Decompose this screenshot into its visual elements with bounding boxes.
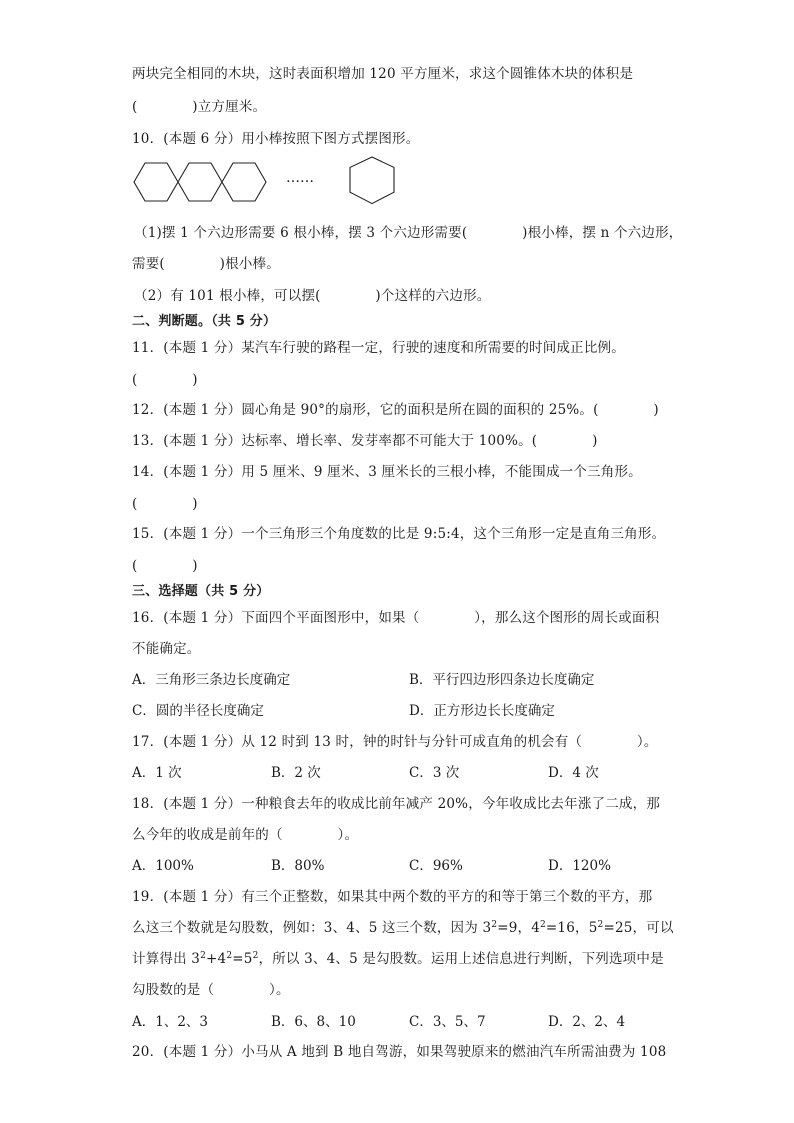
question-19-option-c: C．3、5、7 bbox=[409, 1014, 486, 1030]
q9-continuation-line-2: ( )立方厘米。 bbox=[132, 99, 267, 115]
q9-continuation-line-1: 两块完全相同的木块，这时表面积增加 120 平方厘米，求这个圆锥体木块的体积是 bbox=[132, 66, 634, 82]
question-11-answer-blank: ( ) bbox=[132, 372, 198, 388]
section-3-heading: 三、选择题（共 5 分） bbox=[132, 584, 270, 599]
question-17-option-b: B．2 次 bbox=[271, 765, 321, 781]
question-12: 12．(本题 1 分）圆心角是 90°的扇形，它的面积是所在圆的面积的 25%。( ) bbox=[132, 402, 659, 418]
ellipsis: …… bbox=[286, 170, 314, 186]
question-19-option-d: D．2、2、4 bbox=[548, 1014, 626, 1030]
question-16-option-a: A．三角形三条边长度确定 bbox=[132, 672, 291, 688]
question-18-option-d: D．120% bbox=[548, 858, 611, 874]
question-17: 17．(本题 1 分）从 12 时到 13 时，钟的时针与分针可成直角的机会有（ ）。 bbox=[132, 734, 658, 750]
question-16-option-c: C．圆的半径长度确定 bbox=[132, 703, 264, 719]
question-19-line-2: 么这三个数就是勾股数，例如：3、4、5 这三个数，因为 $3^2=9$，$4^2=16$，$5^2=25$，可以 bbox=[132, 920, 674, 936]
hexagon-3 bbox=[222, 163, 266, 201]
question-17-option-d: D．4 次 bbox=[548, 765, 599, 781]
question-10: 10．(本题 6 分）用小棒按照下图方式摆图形。 bbox=[132, 131, 420, 147]
question-19-option-a: A．1、2、3 bbox=[132, 1014, 209, 1030]
question-18-option-c: C．96% bbox=[409, 858, 463, 874]
question-19-line-1: 19．(本题 1 分）有三个正整数，如果其中两个数的平方的和等于第三个数的平方，那 bbox=[132, 889, 653, 905]
question-13: 13．(本题 1 分）达标率、增长率、发芽率都不可能大于 100%。( ) bbox=[132, 433, 598, 449]
hexagon-figure bbox=[132, 152, 402, 212]
question-18-line-2: 么今年的收成是前年的（ ）。 bbox=[132, 827, 359, 843]
question-10-part-2: （2）有 101 根小棒，可以摆( )个这样的六边形。 bbox=[134, 288, 491, 304]
question-10-part-1-line-1: （1)摆 1 个六边形需要 6 根小棒，摆 3 个六边形需要( )根小棒，摆 n 个六边形， bbox=[134, 225, 683, 241]
section-2-heading: 二、判断题。（共 5 分） bbox=[132, 314, 277, 329]
question-18-option-a: A．100% bbox=[132, 858, 194, 874]
question-15: 15．(本题 1 分）一个三角形三个角度数的比是 9:5:4，这个三角形一定是直角三角形。 bbox=[132, 526, 666, 542]
question-17-option-c: C．3 次 bbox=[409, 765, 460, 781]
question-19-line-4: 勾股数的是（ ）。 bbox=[132, 982, 290, 998]
question-19-line-3: 计算得出 $3^2+4^2=5^2$，所以 3、4、5 是勾股数。运用上述信息进行判断，下列选项中是 bbox=[132, 951, 664, 967]
question-16-option-d: D．正方形边长长度确定 bbox=[409, 703, 555, 719]
question-15-answer-blank: ( ) bbox=[132, 558, 198, 574]
question-18-option-b: B．80% bbox=[271, 858, 325, 874]
hexagon-single bbox=[350, 157, 394, 204]
question-14-answer-blank: ( ) bbox=[132, 496, 198, 512]
question-16-line-1: 16．(本题 1 分）下面四个平面图形中，如果（ ），那么这个图形的周长或面积 bbox=[132, 610, 660, 626]
hexagon-2 bbox=[178, 163, 222, 201]
question-16-option-b: B．平行四边形四条边长度确定 bbox=[409, 672, 595, 688]
question-17-option-a: A．1 次 bbox=[132, 765, 182, 781]
question-20: 20．(本题 1 分）小马从 A 地到 B 地自驾游，如果驾驶原来的燃油汽车所需油费为 108 bbox=[132, 1044, 667, 1060]
question-11: 11．(本题 1 分）某汽车行驶的路程一定，行驶的速度和所需要的时间成正比例。 bbox=[132, 340, 625, 356]
question-10-part-1-line-2: 需要( )根小棒。 bbox=[132, 256, 280, 272]
question-19-option-b: B．6、8、10 bbox=[271, 1014, 356, 1030]
question-18-line-1: 18．(本题 1 分）一种粮食去年的收成比前年减产 20%，今年收成比去年涨了二成，那 bbox=[132, 796, 661, 812]
question-14: 14．(本题 1 分）用 5 厘米、9 厘米、3 厘米长的三根小棒，不能围成一个三角形。 bbox=[132, 464, 642, 480]
hexagon-1 bbox=[134, 163, 178, 201]
question-16-line-2: 不能确定。 bbox=[132, 641, 201, 657]
